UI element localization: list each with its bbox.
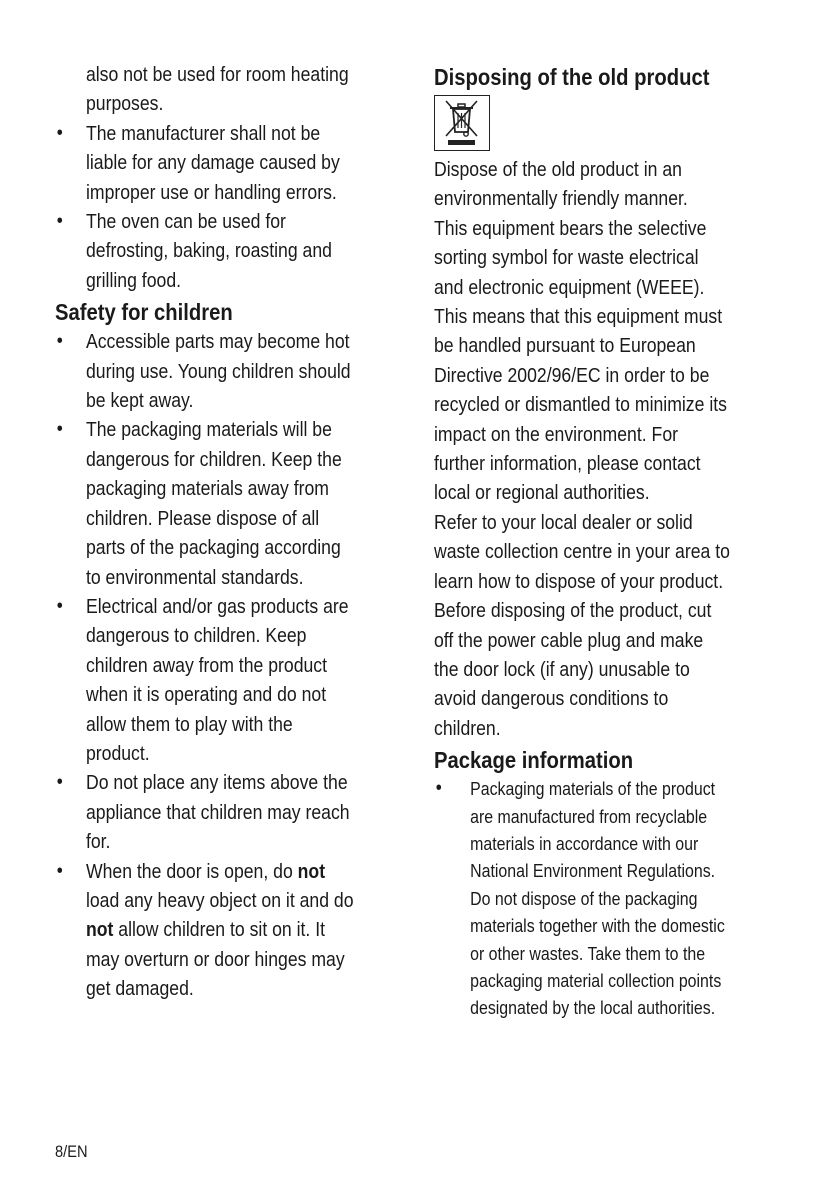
text-line: during use. Young children should <box>85 359 351 383</box>
page-number: 8/EN <box>55 1142 88 1161</box>
bullet-icon: • <box>56 121 63 144</box>
bullet-icon: • <box>56 330 63 353</box>
text-line: impact on the environment. For <box>434 422 678 446</box>
text-line: sorting symbol for waste electrical <box>434 246 699 270</box>
disposing-old-product-heading: Disposing of the old product <box>434 64 710 90</box>
list-item <box>434 775 795 1022</box>
text-line: waste collection centre in your area to <box>434 540 730 564</box>
text-line: further information, please contact <box>434 452 701 476</box>
text-line: learn how to dispose of your product. <box>434 569 724 593</box>
text-line: Before disposing of the product, cut <box>434 599 712 623</box>
text-line: avoid dangerous conditions to <box>434 687 669 711</box>
text-line: packaging materials away from <box>85 477 329 501</box>
text-line: designated by the local authorities. <box>470 997 716 1019</box>
emphasis-not: not <box>85 918 114 942</box>
safety-for-children-heading: Safety for children <box>55 299 233 326</box>
bullet-icon: • <box>56 418 63 441</box>
bullet-icon: • <box>56 859 63 882</box>
text-line: Electrical and/or gas products are <box>85 594 349 618</box>
text-line: be handled pursuant to European <box>434 334 696 358</box>
text-line: materials together with the domestic <box>470 915 725 937</box>
package-bullets <box>434 775 795 1022</box>
bullet-icon: • <box>56 771 63 794</box>
text-line: liable for any damage caused by <box>85 151 340 175</box>
text-line: children. <box>434 716 501 740</box>
text-line: The oven can be used for <box>85 210 286 234</box>
text-line: Packaging materials of the product <box>470 778 716 800</box>
text-line: grilling food. <box>85 268 182 292</box>
text-line: load any heavy object on it and do <box>85 888 354 912</box>
list-item <box>55 592 416 768</box>
text-line: are manufactured from recyclable <box>470 805 708 827</box>
text-line: may overturn or door hinges may <box>85 947 345 971</box>
text-line: children away from the product <box>85 653 328 677</box>
text-line: Refer to your local dealer or solid <box>434 510 693 534</box>
text-line: The packaging materials will be <box>85 418 332 442</box>
text-line: be kept away. <box>85 389 194 413</box>
text-line: allow them to play with the <box>85 712 293 736</box>
text-line: improper use or handling errors. <box>85 180 337 204</box>
list-item <box>55 119 416 207</box>
text-line: off the power cable plug and make <box>434 628 704 652</box>
text-line: defrosting, baking, roasting and <box>85 239 332 263</box>
left-column <box>55 60 415 1004</box>
text-line: Dispose of the old product in an <box>434 158 682 181</box>
package-information-heading: Package information <box>434 747 634 774</box>
text-line: also not be used for room heating <box>85 63 349 86</box>
text-line: to environmental standards. <box>85 565 304 589</box>
text-line: dangerous to children. Keep <box>85 624 307 648</box>
list-item <box>55 415 416 591</box>
text-segment: allow children to sit on it. It <box>113 918 326 942</box>
text-line: children. Please dispose of all <box>85 506 320 530</box>
text-line: This equipment bears the selective <box>434 216 707 240</box>
text-line: parts of the packaging according <box>85 536 341 560</box>
text-line: Do not dispose of the packaging <box>470 887 698 909</box>
bullet-icon: • <box>56 594 63 617</box>
crossed-out-wheelie-bin-icon <box>434 95 490 151</box>
text-line: dangerous for children. Keep the <box>85 447 342 471</box>
list-item <box>55 327 416 415</box>
left-body-text <box>55 60 416 295</box>
disposal-paragraph <box>434 155 795 743</box>
emphasis-not: not <box>297 859 326 883</box>
text-line: environmentally friendly manner. <box>434 187 688 211</box>
text-line: Do not place any items above the <box>85 771 348 795</box>
list-item <box>55 857 416 1004</box>
text-line: National Environment Regulations. <box>470 860 716 882</box>
text-line: packaging material collection points <box>470 969 722 991</box>
safety-bullets <box>55 327 416 1003</box>
text-line: Directive 2002/96/EC in order to be <box>434 363 710 387</box>
right-column <box>434 60 794 1022</box>
list-item <box>55 207 416 295</box>
text-line: and electronic equipment (WEEE). <box>434 275 705 299</box>
text-line: This means that this equipment must <box>434 305 723 329</box>
text-line: when it is operating and do not <box>85 683 327 707</box>
text-line: appliance that children may reach <box>85 800 350 824</box>
text-segment: When the door is open, do <box>85 859 298 883</box>
text-line: for. <box>85 830 111 854</box>
text-line: the door lock (if any) unusable to <box>434 657 690 681</box>
list-item <box>55 768 416 856</box>
text-line: local or regional authorities. <box>434 481 650 505</box>
text-line: product. <box>85 741 150 765</box>
text-line: Accessible parts may become hot <box>85 330 350 354</box>
bullet-icon: • <box>56 210 63 233</box>
text-line: get damaged. <box>85 977 194 1001</box>
text-line: or other wastes. Take them to the <box>470 942 706 964</box>
bullet-icon: • <box>435 777 442 800</box>
text-line: purposes. <box>85 92 164 116</box>
text-line: recycled or dismantled to minimize its <box>434 393 727 417</box>
text-line: materials in accordance with our <box>470 832 699 854</box>
text-line: The manufacturer shall not be <box>85 121 321 145</box>
